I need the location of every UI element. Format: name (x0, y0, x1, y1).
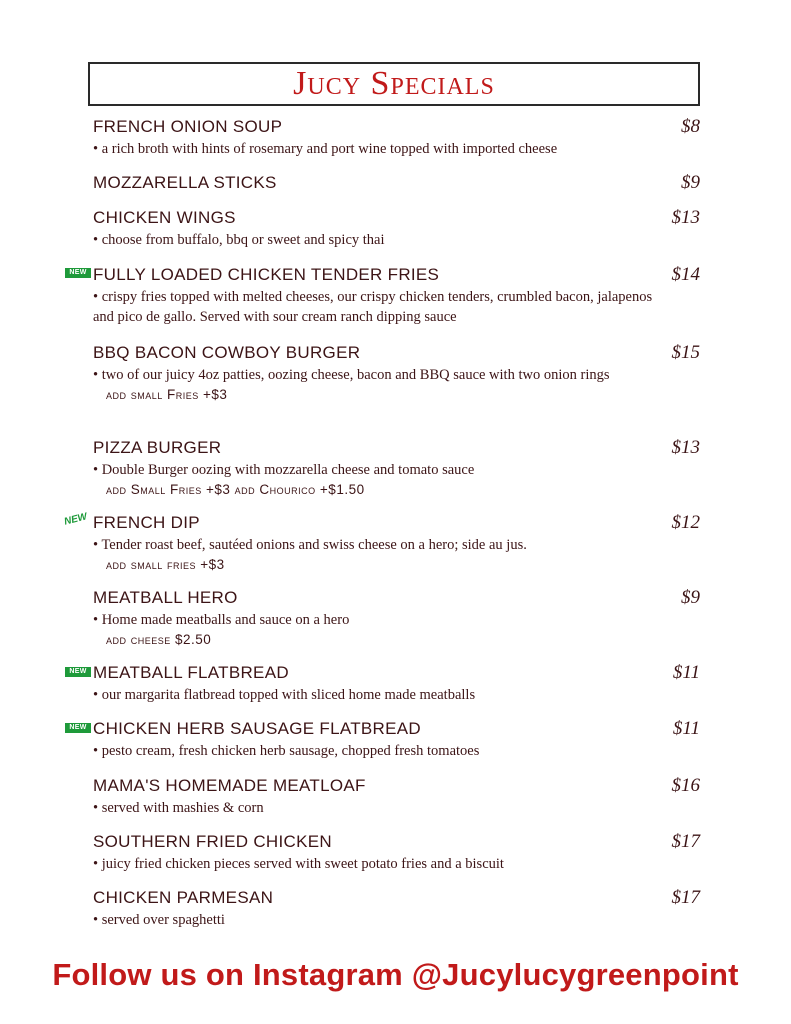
menu-item-bbq-bacon-cowboy-burger (93, 342, 700, 404)
item-name: MEATBALL FLATBREAD (93, 663, 289, 682)
item-price: $9 (681, 172, 700, 193)
item-description: • two of our juicy 4oz patties, oozing cheese, bacon and BBQ sauce with two onion rings (93, 367, 610, 383)
item-name: FULLY LOADED CHICKEN TENDER FRIES (93, 265, 440, 284)
item-name: MEATBALL HERO (93, 588, 238, 607)
new-badge: NEW (65, 723, 91, 733)
item-description: • Home made meatballs and sauce on a hero (93, 612, 350, 628)
instagram-footer: Follow us on Instagram @Jucylucygreenpoint (52, 957, 739, 992)
new-script-badge: NEW (63, 511, 89, 528)
item-description: • Tender roast beef, sautéed onions and swiss cheese on a hero; side au jus. (93, 537, 527, 553)
item-addon: add Small Fries +$3 add Chourico +$1.50 (106, 482, 365, 497)
menu-item-fully-loaded-chicken-tender-fries (93, 264, 700, 327)
item-name: BBQ BACON COWBOY BURGER (93, 343, 361, 362)
menu-item-chicken-herb-sausage-flatbread (93, 718, 700, 761)
item-price: $11 (672, 662, 700, 683)
item-addon: add cheese $2.50 (106, 632, 212, 647)
menu-item-french-onion-soup (93, 116, 700, 159)
item-addon: add small fries +$3 (106, 557, 225, 572)
menu-item-meatball-flatbread (93, 662, 700, 705)
item-description: • choose from buffalo, bbq or sweet and spicy thai (93, 232, 385, 248)
item-name: FRENCH DIP (93, 513, 200, 532)
item-price: $13 (671, 437, 700, 458)
item-description: • Double Burger oozing with mozzarella cheese and tomato sauce (93, 462, 475, 478)
item-price: $13 (671, 207, 700, 228)
item-name: CHICKEN WINGS (93, 208, 236, 227)
menu-item-southern-fried-chicken (93, 831, 700, 874)
menu-item-mozzarella-sticks (93, 172, 700, 194)
item-price: $9 (681, 587, 700, 608)
item-price: $17 (671, 831, 700, 852)
item-price: $16 (671, 775, 700, 796)
item-description: • served over spaghetti (93, 912, 225, 928)
item-addon: add small Fries +$3 (106, 387, 228, 402)
item-description: • our margarita flatbread topped with sliced home made meatballs (93, 687, 476, 703)
item-description: • served with mashies & corn (93, 800, 264, 816)
item-price: $17 (671, 887, 700, 908)
item-name: FRENCH ONION SOUP (93, 117, 283, 136)
menu-item-mamas-homemade-meatloaf (93, 775, 700, 818)
item-description: • pesto cream, fresh chicken herb sausage, chopped fresh tomatoes (93, 743, 480, 759)
menu-item-pizza-burger (93, 437, 700, 499)
menu-item-chicken-wings (93, 207, 700, 250)
menu-item-french-dip (93, 512, 700, 574)
new-badge: NEW (65, 667, 91, 677)
item-name: CHICKEN HERB SAUSAGE FLATBREAD (93, 719, 421, 738)
item-description: • juicy fried chicken pieces served with sweet potato fries and a biscuit (93, 856, 504, 872)
item-description: • crispy fries topped with melted cheeses, our crispy chicken tenders, crumbled bacon, jalapenos and pico de gallo. Served with sour cream ranch dipping sauce (93, 289, 653, 325)
item-name: SOUTHERN FRIED CHICKEN (93, 832, 332, 851)
item-description: • a rich broth with hints of rosemary and port wine topped with imported cheese (93, 141, 558, 157)
title-box (88, 62, 700, 106)
item-price: $15 (671, 342, 700, 363)
item-name: CHICKEN PARMESAN (93, 888, 274, 907)
item-price: $12 (671, 512, 700, 533)
menu-item-meatball-hero (93, 587, 700, 649)
menu-item-chicken-parmesan (93, 887, 700, 930)
item-name: PIZZA BURGER (93, 438, 222, 457)
item-name: MOZZARELLA STICKS (93, 173, 277, 192)
new-badge: NEW (65, 268, 91, 278)
menu-title: Jucy Specials (293, 65, 495, 102)
item-price: $14 (671, 264, 700, 285)
item-price: $8 (681, 116, 700, 137)
item-price: $11 (672, 718, 700, 739)
item-name: MAMA'S HOMEMADE MEATLOAF (93, 776, 366, 795)
